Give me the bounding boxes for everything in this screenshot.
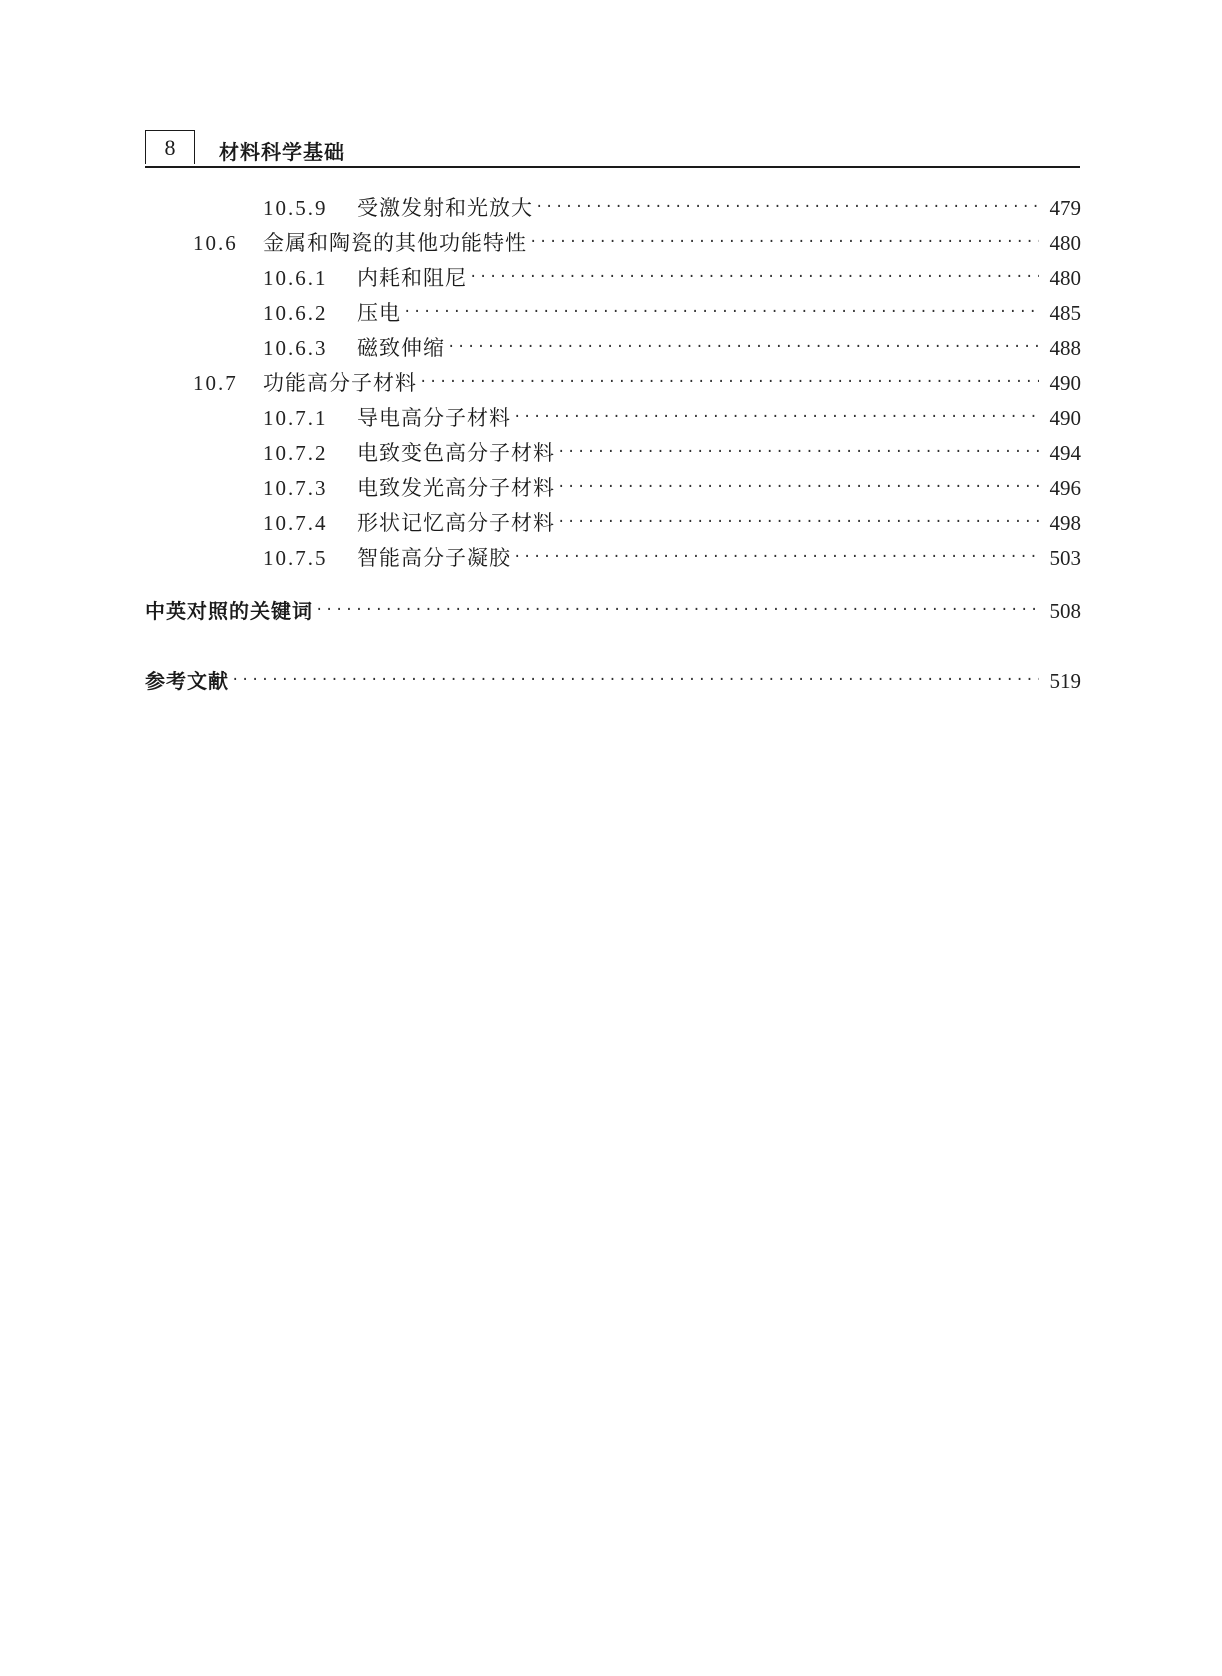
toc-entry-number: 10.6.2 bbox=[263, 301, 328, 325]
toc-entry-number: 10.7.2 bbox=[263, 441, 328, 465]
toc-entry-title: 受激发射和光放大 bbox=[357, 196, 533, 220]
toc-entry-title: 功能高分子材料 bbox=[263, 371, 417, 395]
dot-leader bbox=[535, 192, 1039, 222]
toc-entry-10-6-1[interactable] bbox=[263, 263, 1081, 293]
toc-entry-number: 10.6 bbox=[193, 231, 238, 255]
toc-entry-10-6-2[interactable] bbox=[263, 298, 1081, 328]
toc-entry-10-6-3[interactable] bbox=[263, 333, 1081, 363]
toc-entry-page: 519 bbox=[1049, 669, 1081, 693]
toc-entry-10-5-9[interactable] bbox=[263, 193, 1081, 223]
toc-entry-title: 磁致伸缩 bbox=[357, 336, 445, 360]
dot-leader bbox=[403, 297, 1039, 327]
toc-entry-page: 485 bbox=[1049, 301, 1081, 325]
dot-leader bbox=[447, 332, 1039, 362]
toc-entry-10-7-5[interactable] bbox=[263, 543, 1081, 573]
toc-entry-10-7-2[interactable] bbox=[263, 438, 1081, 468]
toc-entry-number: 10.6.1 bbox=[263, 266, 328, 290]
dot-leader bbox=[557, 507, 1039, 537]
toc-entry-10-7[interactable] bbox=[193, 368, 1081, 398]
toc-entry-title: 压电 bbox=[357, 301, 401, 325]
dot-leader bbox=[513, 542, 1039, 572]
toc-entry-page: 508 bbox=[1049, 599, 1081, 623]
dot-leader bbox=[419, 367, 1039, 397]
toc-entry-page: 490 bbox=[1049, 406, 1081, 430]
toc-entry-page: 496 bbox=[1049, 476, 1081, 500]
dot-leader bbox=[469, 262, 1039, 292]
toc-entry-page: 503 bbox=[1049, 546, 1081, 570]
toc-entry-page: 494 bbox=[1049, 441, 1081, 465]
toc-entry-page: 490 bbox=[1049, 371, 1081, 395]
toc-entry-title: 电致发光高分子材料 bbox=[357, 476, 555, 500]
toc-entry-number: 10.7.4 bbox=[263, 511, 328, 535]
toc-entry-title: 智能高分子凝胶 bbox=[357, 546, 511, 570]
toc-entry-number: 10.5.9 bbox=[263, 196, 328, 220]
toc-entry-number: 10.7.3 bbox=[263, 476, 328, 500]
book-title: 材料科学基础 bbox=[219, 140, 345, 164]
toc-entry-10-6[interactable] bbox=[193, 228, 1081, 258]
toc-entry-title: 导电高分子材料 bbox=[357, 406, 511, 430]
toc-entry-number: 10.6.3 bbox=[263, 336, 328, 360]
toc-entry-title: 电致变色高分子材料 bbox=[357, 441, 555, 465]
toc-entry-page: 480 bbox=[1049, 266, 1081, 290]
toc-entry-title: 中英对照的关键词 bbox=[145, 599, 313, 623]
toc-entry-title: 内耗和阻尼 bbox=[357, 266, 467, 290]
toc-entry-page: 488 bbox=[1049, 336, 1081, 360]
toc-entry-page: 479 bbox=[1049, 196, 1081, 220]
dot-leader bbox=[315, 595, 1039, 625]
toc-entry-keywords[interactable] bbox=[145, 596, 1081, 626]
toc-entry-page: 480 bbox=[1049, 231, 1081, 255]
dot-leader bbox=[557, 437, 1039, 467]
toc-entry-title: 参考文献 bbox=[145, 669, 229, 693]
toc-entry-10-7-3[interactable] bbox=[263, 473, 1081, 503]
toc-entry-title: 形状记忆高分子材料 bbox=[357, 511, 555, 535]
toc-entry-number: 10.7.1 bbox=[263, 406, 328, 430]
toc-entry-page: 498 bbox=[1049, 511, 1081, 535]
toc-entry-number: 10.7.5 bbox=[263, 546, 328, 570]
toc-entry-number: 10.7 bbox=[193, 371, 238, 395]
toc-entry-title: 金属和陶瓷的其他功能特性 bbox=[263, 231, 527, 255]
dot-leader bbox=[557, 472, 1039, 502]
dot-leader bbox=[513, 402, 1039, 432]
toc-entry-references[interactable] bbox=[145, 666, 1081, 696]
toc-entry-10-7-4[interactable] bbox=[263, 508, 1081, 538]
dot-leader bbox=[529, 227, 1039, 257]
dot-leader bbox=[231, 665, 1039, 695]
page-header bbox=[145, 130, 1080, 168]
page-number: 8 bbox=[145, 130, 195, 164]
toc-entry-10-7-1[interactable] bbox=[263, 403, 1081, 433]
